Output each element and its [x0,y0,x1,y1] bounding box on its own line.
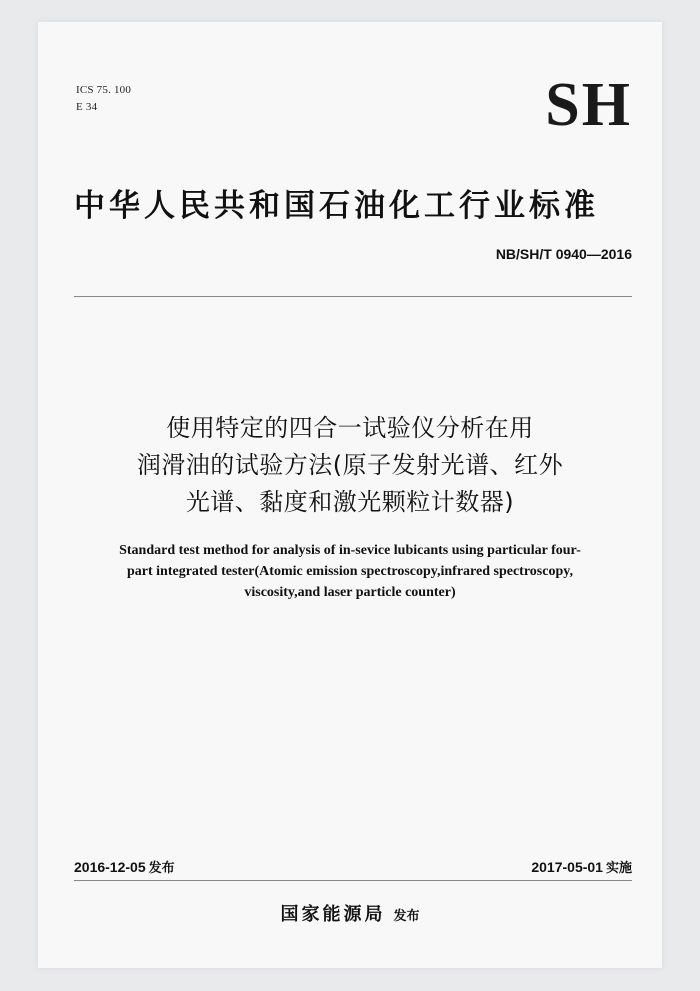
document-page [38,22,662,968]
impl-date-value: 2017-05-01 [531,859,603,875]
ccs-code: E 34 [76,101,98,113]
standard-category-title: 中华人民共和国石油化工行业标准 [74,188,599,224]
title-en-line: Standard test method for analysis of in-sevice lubicants using particular four- [119,543,581,558]
title-en-line: part integrated tester(Atomic emission spectroscopy,infrared spectroscopy, [127,564,573,579]
issue-date [74,857,175,876]
issue-date-value: 2016-12-05 [74,859,146,875]
header-divider [74,296,632,297]
title-cn-line: 润滑油的试验方法(原子发射光谱、红外 [136,451,564,479]
issuer [38,900,662,926]
title-english [60,540,640,603]
title-cn-line: 光谱、黏度和激光颗粒计数器) [185,488,515,516]
issuer-label: 发布 [393,909,420,924]
standard-number: NB/SH/T 0940—2016 [495,246,632,262]
impl-date-label: 实施 [605,861,632,876]
issue-date-label: 发布 [148,861,175,876]
footer-divider [74,880,632,881]
title-chinese [58,410,642,521]
title-cn-line: 使用特定的四合一试验仪分析在用 [166,414,534,442]
standard-mark: SH [545,71,632,139]
implementation-date [531,857,632,876]
issuer-name: 国家能源局 [280,904,386,925]
ics-code: ICS 75. 100 [76,84,132,96]
title-en-line: viscosity,and laser particle counter) [244,585,456,600]
